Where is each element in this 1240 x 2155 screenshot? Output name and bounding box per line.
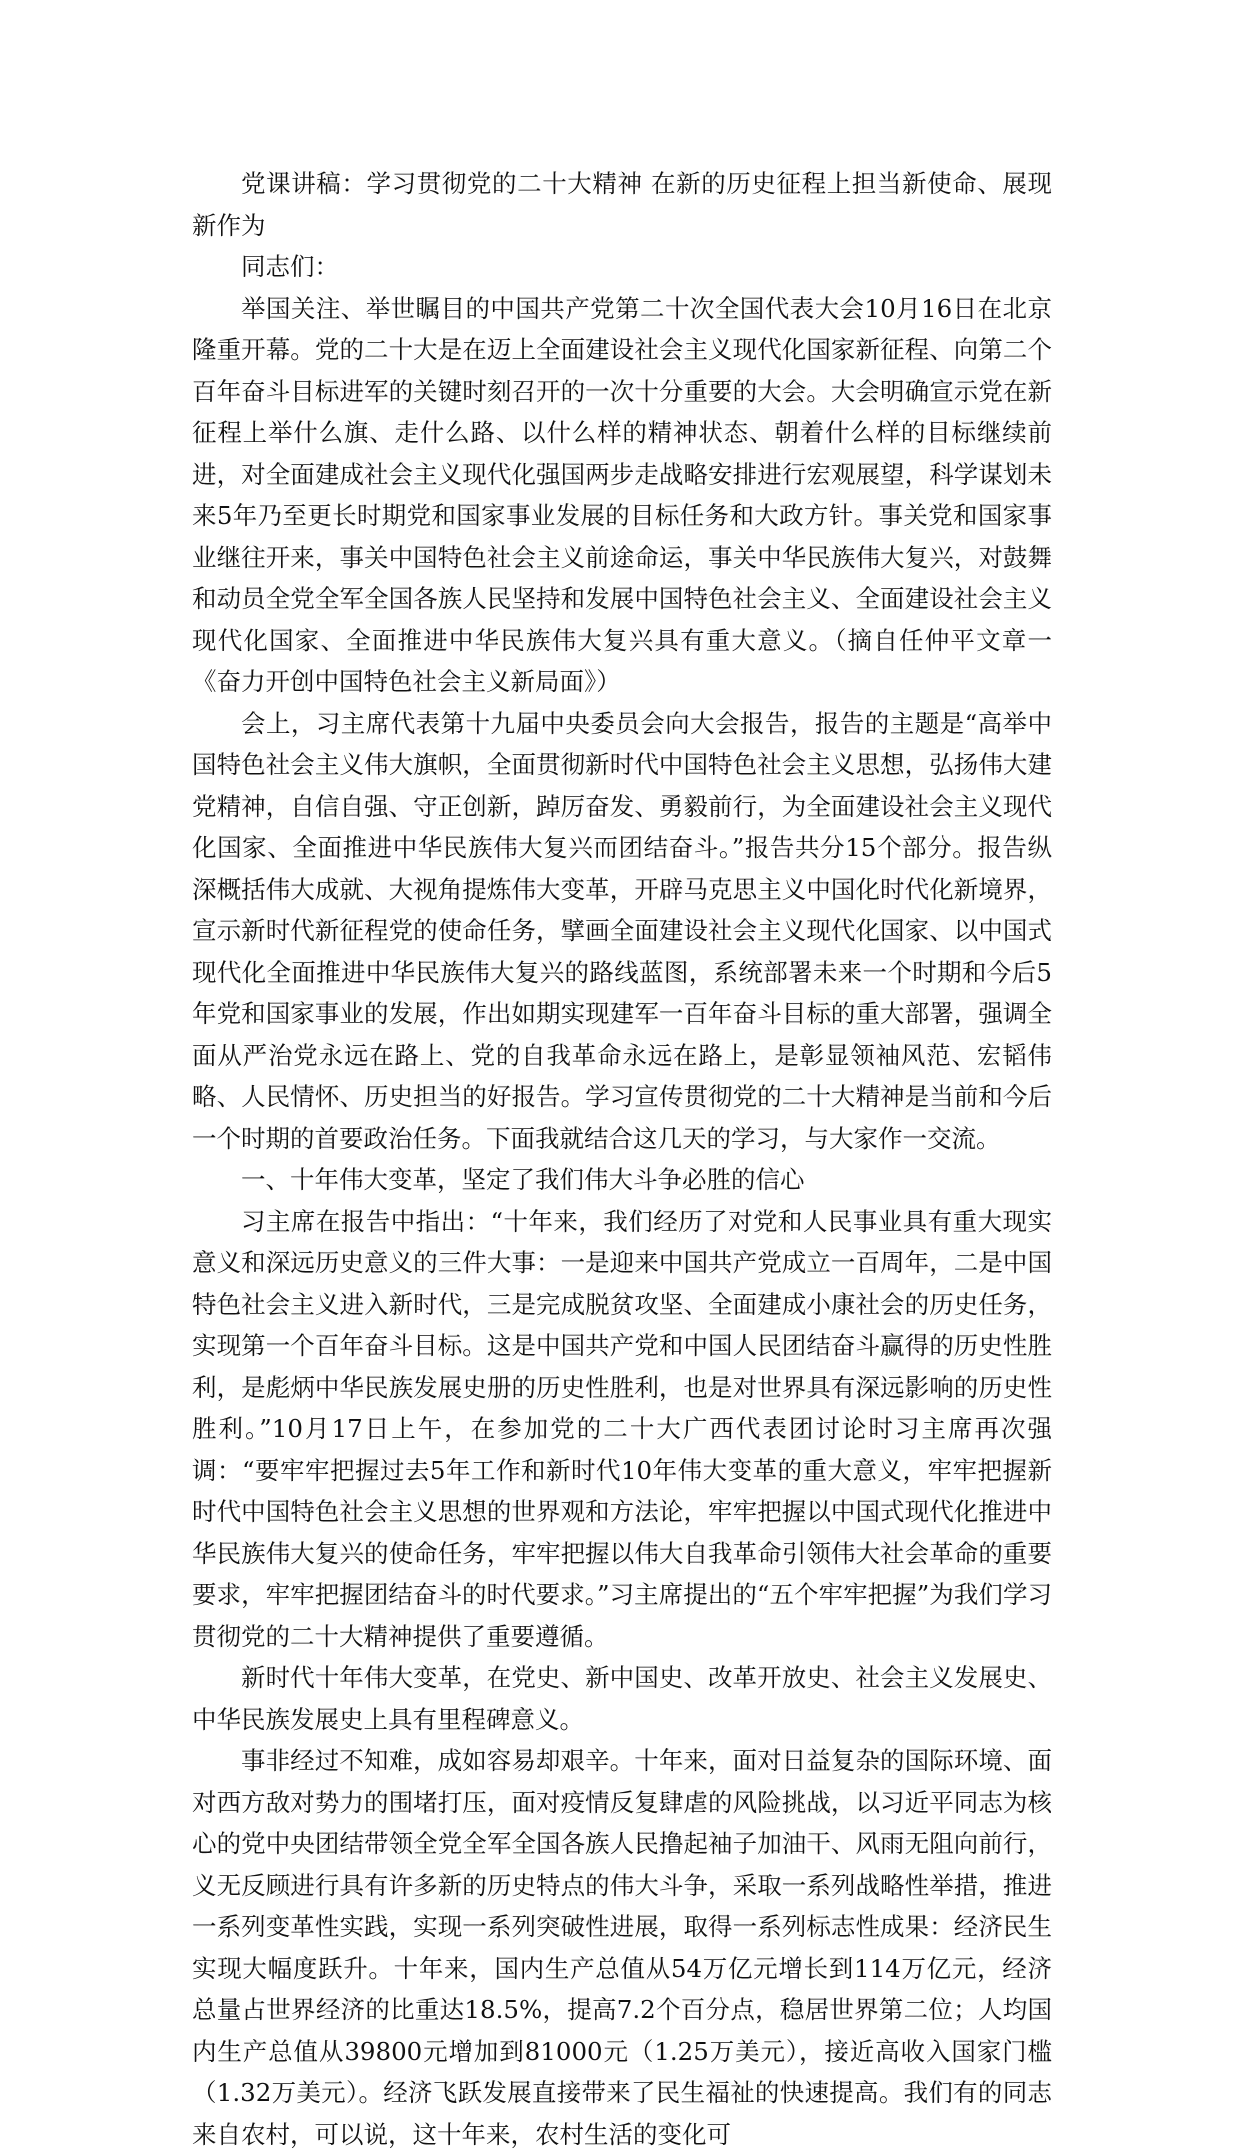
salutation: 同志们： <box>241 252 339 281</box>
paragraph: 会上，习主席代表第十九届中央委员会向大会报告，报告的主题是“高举中国特色社会主义伟大旗帜，全面贯彻新时代中国特色社会主义思想，弘扬伟大建党精神，自信自强、守正创新，踔厉奋发、勇毅前行，为全面建设社会主义现代化国家、全面推进中华民族伟大复兴而团结奋斗。”报告共分15个部分。报告纵深概括伟大成就、大视角提炼伟大变革，开辟马克思主义中国化时代化新境界，宣示新时代新征程党的使命任务，擘画全面建设社会主义现代化国家、以中国式现代化全面推进中华民族伟大复兴的路线蓝图，系统部署未来一个时期和今后5年党和国家事业的发展，作出如期实现建军一百年奋斗目标的重大部署，强调全面从严治党永远在路上、党的自我革命永远在路上，是彰显领袖风范、宏韬伟略、人民情怀、历史担当的好报告。学习宣传贯彻党的二十大精神是当前和今后一个时期的首要政治任务。下面我就结合这几天的学习，与大家作一交流。 <box>192 708 1052 1153</box>
paragraph: 习主席在报告中指出：“十年来，我们经历了对党和人民事业具有重大现实意义和深远历史意义的三件大事：一是迎来中国共产党成立一百周年，二是中国特色社会主义进入新时代，三是完成脱贫攻坚、全面建成小康社会的历史任务，实现第一个百年奋斗目标。这是中国共产党和中国人民团结奋斗赢得的历史性胜利，是彪炳中华民族发展史册的历史性胜利，也是对世界具有深远影响的历史性胜利。”10月17日上午，在参加党的二十大广西代表团讨论时习主席再次强调：“要牢牢把握过去5年工作和新时代10年伟大变革的重大意义，牢牢把握新时代中国特色社会主义思想的世界观和方法论，牢牢把握以中国式现代化推进中华民族伟大复兴的使命任务，牢牢把握以伟大自我革命引领伟大社会革命的重要要求，牢牢把握团结奋斗的时代要求。”习主席提出的“五个牢牢把握”为我们学习贯彻党的二十大精神提供了重要遵循。 <box>192 1206 1052 1651</box>
section-heading: 一、十年伟大变革，坚定了我们伟大斗争必胜的信心 <box>241 1165 805 1194</box>
document-page <box>192 163 1052 2155</box>
paragraph: 事非经过不知难，成如容易却艰辛。十年来，面对日益复杂的国际环境、面对西方敌对势力的围堵打压，面对疫情反复肆虐的风险挑战，以习近平同志为核心的党中央团结带领全党全军全国各族人民撸起袖子加油干、风雨无阻向前行，义无反顾进行具有许多新的历史特点的伟大斗争，采取一系列战略性举措，推进一系列变革性实践，实现一系列突破性进展，取得一系列标志性成果：经济民生实现大幅度跃升。十年来，国内生产总值从54万亿元增长到114万亿元，经济总量占世界经济的比重达18.5%，提高7.2个百分点，稳居世界第二位；人均国内生产总值从39800元增加到81000元（1.25万美元），接近高收入国家门槛（1.32万美元）。经济飞跃发展直接带来了民生福祉的快速提高。我们有的同志来自农村，可以说，这十年来，农村生活的变化可 <box>192 1746 1052 2149</box>
paragraph: 新时代十年伟大变革，在党史、新中国史、改革开放史、社会主义发展史、中华民族发展史上具有里程碑意义。 <box>192 1663 1052 1734</box>
paragraph: 举国关注、举世瞩目的中国共产党第二十次全国代表大会10月16日在北京隆重开幕。党的二十大是在迈上全面建设社会主义现代化国家新征程、向第二个百年奋斗目标进军的关键时刻召开的一次十分重要的大会。大会明确宣示党在新征程上举什么旗、走什么路、以什么样的精神状态、朝着什么样的目标继续前进，对全面建成社会主义现代化强国两步走战略安排进行宏观展望，科学谋划未来5年乃至更长时期党和国家事业发展的目标任务和大政方针。事关党和国家事业继往开来，事关中国特色社会主义前途命运，事关中华民族伟大复兴，对鼓舞和动员全党全军全国各族人民坚持和发展中国特色社会主义、全面建设社会主义现代化国家、全面推进中华民族伟大复兴具有重大意义。（摘自任仲平文章一《奋力开创中国特色社会主义新局面》） <box>192 293 1052 696</box>
document-title-line: 党课讲稿：学习贯彻党的二十大精神 在新的历史征程上担当新使命、展现新作为 <box>192 169 1052 240</box>
